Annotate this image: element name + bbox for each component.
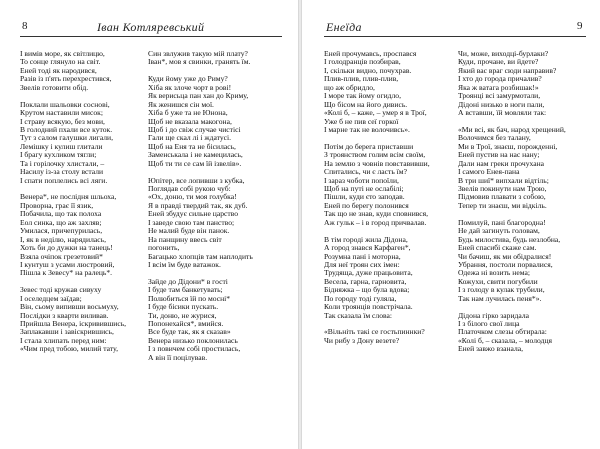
verse-line: Щоб ти ти се сам їй ізвелів».: [148, 158, 242, 168]
verse-line: Уже б не пив сеї горкої: [324, 116, 399, 126]
verse-line: Разів із п'ять перехрестився,: [20, 74, 112, 84]
verse-line: Еней збудує сильне царство: [148, 209, 239, 219]
verse-line: І буде бісики пускать.: [148, 302, 219, 312]
verse-line: І заведе свою там панство;: [148, 217, 235, 227]
verse-line: Щоб не вказала макогона,: [148, 116, 232, 126]
verse-line: Ми в Трої, знаєш, порожденні,: [458, 141, 558, 151]
verse-line: В три шиї* випхали відтіль;: [458, 175, 549, 185]
verse-line: То сонце глянуло на світ.: [20, 57, 101, 67]
verse-line: І з повичем собі простилась,: [148, 344, 241, 354]
verse-line: І спати поплелись всі ляги.: [20, 175, 108, 185]
verse-line: Для неї троян сих імен:: [324, 259, 400, 269]
stanza: [324, 50, 456, 134]
verse-line: Еней пустив на нас нану;: [458, 150, 540, 160]
verse-line: Послідки з кварти виливав.: [20, 310, 109, 320]
verse-line: Хоть би до дужки на танець!: [20, 243, 113, 253]
right-page-number: 9: [577, 20, 583, 32]
verse-line: Побачила, що так полоха: [20, 209, 102, 219]
verse-line: На панщину ввесь світ: [148, 234, 222, 244]
verse-line: Все буде так, як я сказав»: [148, 327, 231, 337]
verse-line: І всім їм буде ватажок.: [148, 259, 221, 269]
verse-line: Пішла к Зевесу* на ралець*.: [20, 268, 113, 278]
verse-line: Крутом наставили мисок;: [20, 108, 103, 118]
left-page-header: [0, 20, 298, 38]
verse-line: Не малий буде він панок.: [148, 226, 230, 236]
verse-line: Тут з салом галушки лигали,: [20, 133, 114, 143]
verse-line: І з голоду в кулак трубили,: [458, 285, 545, 295]
verse-line: що аж обридло,: [324, 82, 375, 92]
verse-line: Убрання, постоли порвалися,: [458, 259, 553, 269]
verse-line: «Колі б, – сказала, – молодця: [458, 335, 553, 345]
verse-line: Потім до берега приставши: [324, 141, 414, 151]
stanza: [20, 286, 152, 354]
verse-line: Венера низько поклонилась: [148, 335, 238, 345]
left-header-rule: [20, 36, 282, 37]
stanza: [458, 312, 590, 354]
verse-line: А вставши, їй мовляли так:: [458, 108, 547, 118]
verse-line: Весела, гарна, гарновита,: [324, 276, 407, 286]
verse-line: І самого Енея-пана: [458, 167, 520, 177]
verse-line: І зараз чоботи попоїли,: [324, 175, 399, 185]
verse-line: Дідоні низько в ноги пали,: [458, 99, 545, 109]
verse-line: Як верисьца пан хан до Криму,: [148, 91, 249, 101]
verse-line: Син звлужив такую мій плату?: [148, 49, 248, 58]
left-page: [0, 0, 298, 449]
verse-line: Щоб і до свіж случае чистісі: [148, 124, 241, 134]
stanza: [458, 219, 590, 303]
verse-line: Кожухи, свити погубили: [458, 276, 538, 286]
stanza: [20, 101, 152, 185]
verse-line: Куди, прочане, ви йдете?: [458, 57, 539, 67]
verse-line: «Вільніть такі се гостьпиннки?: [324, 327, 425, 337]
verse-line: Зайде до Дідони* в гості: [148, 276, 228, 286]
verse-line: Звелів готовити обід.: [20, 82, 89, 92]
verse-line: І кунтуш з усами люстровий,: [20, 259, 115, 269]
verse-line: Не дай загинуть головам,: [458, 226, 540, 236]
verse-line: Так нам лучилась пеня*».: [458, 293, 542, 303]
verse-line: Який вас враг сюди направив?: [458, 65, 557, 75]
verse-line: Полюбиться їй по мосні*: [148, 293, 231, 303]
stanza: [458, 126, 590, 210]
verse-line: І страву всякую, без мови,: [20, 116, 105, 126]
verse-line: Ти, доню, не журися,: [148, 310, 217, 320]
verse-line: Заменськала і не камецилась,: [148, 150, 243, 160]
verse-line: І з білого свої лица: [458, 319, 520, 328]
stanza: [458, 50, 590, 118]
verse-line: Чи, може, виходці-бурлаки?: [458, 49, 549, 58]
verse-line: І, як в неділю, нарядилась,: [20, 234, 107, 244]
verse-line: «Ох, доню, ти моя голубка!: [148, 192, 237, 202]
verse-line: Коли троянців повстрічала.: [324, 302, 413, 312]
verse-line: Дали нам греки прочухана: [458, 158, 545, 168]
verse-line: Іван*, мов я свинки, гранять їм.: [148, 57, 251, 67]
verse-line: Тепер ти знаєш, ми відкіль.: [458, 200, 547, 210]
verse-line: І стала хлипать перед ним:: [20, 335, 107, 345]
left-running-title: Іван Котляревський: [97, 20, 205, 34]
verse-line: Еол синка, що аж захляв;: [20, 217, 102, 227]
verse-line: А він її поцілував.: [148, 352, 208, 362]
verse-line: Трудяща, дуже працьовита,: [324, 268, 413, 278]
verse-line: І оселедцем заїдав;: [20, 293, 82, 303]
verse-line: І, скільки видно, почухрав.: [324, 65, 412, 75]
verse-line: Багацько хлопців там наплодить: [148, 251, 253, 261]
verse-line: Та і горілочку хлистали, –: [20, 158, 105, 168]
verse-line: Лемішку і кулиш глитали: [20, 141, 103, 151]
verse-line: І марне так не волочивсь».: [324, 124, 410, 134]
verse-line: «Чим пред тобою, милий тату,: [20, 344, 118, 354]
verse-line: Помилуй, пані благородна!: [458, 217, 546, 227]
verse-line: В тім городі жила Дідона,: [324, 234, 408, 244]
verse-line: Він, сьому випивши восьмуху,: [20, 302, 119, 312]
right-page: [302, 0, 600, 449]
verse-line: Еней тоді як народився,: [20, 65, 97, 75]
verse-line: Насилу із-за столу встали: [20, 167, 104, 177]
verse-line: Так сказала їм слова:: [324, 310, 392, 320]
verse-line: Еней завжо взанала,: [458, 344, 524, 354]
stanza: [20, 50, 152, 92]
verse-line: Що бісом на його дивись.: [324, 99, 408, 109]
right-column-2: [458, 50, 590, 362]
verse-line: Проворна, грає її язик,: [20, 200, 94, 210]
right-header-rule: [324, 36, 586, 37]
verse-line: Волочимся без талану,: [458, 133, 531, 143]
verse-line: Звелів покинути нам Трою,: [458, 184, 547, 193]
verse-line: Щоб на путі не ослабілі;: [324, 184, 404, 193]
right-running-title: Енеїда: [326, 20, 362, 34]
stanza: [148, 278, 280, 362]
verse-line: Троянці всі замурмотали,: [458, 91, 541, 101]
verse-line: Щоб на Еня та не бісилась,: [148, 141, 236, 151]
left-page-number: 8: [22, 20, 28, 32]
verse-line: Аж гульк – і в город причвалав.: [324, 217, 427, 227]
verse-line: Куди йому уже до Риму?: [148, 74, 228, 84]
stanza: [324, 328, 456, 345]
verse-line: На землю з човнів повставивши,: [324, 158, 430, 168]
verse-line: Поглядав собі рукою чуб:: [148, 184, 231, 193]
verse-line: «Ми всі, як бач, народ хрещений,: [458, 124, 566, 134]
verse-line: Я в правді твердий так, як дуб.: [148, 200, 248, 210]
stanza: [148, 75, 280, 168]
verse-line: Хіба б уже та не Юнона,: [148, 108, 228, 118]
verse-line: Спитались, чи є ласть їм?: [324, 167, 407, 177]
verse-line: І брагу кухликом тягли;: [20, 150, 97, 160]
left-column-1: [20, 50, 152, 362]
verse-line: Чи бачиш, як ми обідралися!: [458, 251, 552, 261]
verse-line: Хіба як злоче чорт в рові!: [148, 82, 232, 92]
verse-line: І вимів море, як світлицю,: [20, 49, 105, 58]
verse-line: Еней прочумавсь, проспався: [324, 49, 417, 58]
verse-line: По городу тоді гуляла,: [324, 293, 397, 303]
verse-line: Плив-плив, плив-плив,: [324, 74, 399, 84]
verse-line: І голодранців позбирав,: [324, 57, 401, 67]
right-page-header: [302, 20, 600, 38]
verse-line: Яка ж ватага розбишак!»: [458, 82, 539, 92]
left-column-2: [148, 50, 280, 371]
verse-line: Розумна пані і моторна,: [324, 251, 401, 261]
verse-line: І хто до города причалив?: [458, 74, 542, 84]
verse-line: Венера*, не послідня шльоха,: [20, 192, 117, 202]
verse-line: Бідняжка – що була вдова;: [324, 285, 410, 295]
verse-line: Платочком слезы обтирала:: [458, 327, 547, 337]
stanza: [148, 177, 280, 270]
verse-line: В голодний пхали все куток.: [20, 124, 113, 134]
verse-line: «Колі б, – каже, – умер я в Трої,: [324, 108, 427, 118]
verse-line: І море так йому огидло,: [324, 91, 402, 101]
verse-line: Зевес тоді кружав сивуху: [20, 285, 102, 295]
verse-line: Взяла очіпок грезетовий*: [20, 251, 103, 261]
verse-line: Еней спасибі скаже сам.: [458, 243, 537, 253]
verse-line: Заплакавши і завіскрившись,: [20, 327, 114, 337]
verse-line: Гали ще скал лі і ждатусі.: [148, 133, 232, 143]
verse-line: Прийшла Венера, іскривившись,: [20, 319, 127, 328]
verse-line: Одежа ні возить нема;: [458, 268, 530, 278]
verse-line: Юпітер, все лопивши з кубка,: [148, 175, 245, 185]
verse-line: Пішли, куди єто заподав.: [324, 192, 405, 202]
verse-line: А город знався Карфаген*,: [324, 243, 411, 253]
stanza: [148, 50, 280, 67]
stanza: [324, 236, 456, 320]
verse-line: Еней по берегу полонився: [324, 200, 409, 210]
verse-line: З троянством голим всім своїм,: [324, 150, 426, 160]
verse-line: Поклали шальовки соснові,: [20, 99, 110, 109]
verse-line: погонить,: [148, 243, 180, 253]
verse-line: Як женишся сін мої.: [148, 99, 214, 109]
verse-line: Будь милостива, будь незлобна,: [458, 234, 561, 244]
verse-line: І буде там банкетувать;: [148, 285, 223, 295]
stanza: [20, 193, 152, 277]
right-column-1: [324, 50, 456, 354]
verse-line: Дідона гірко заридала: [458, 310, 529, 320]
verse-line: Так що не знав, куди сповнився,: [324, 209, 429, 219]
verse-line: Умилася, причепурилась,: [20, 226, 103, 236]
verse-line: Підмовив плавати з собою,: [458, 192, 546, 202]
stanza: [324, 143, 456, 227]
verse-line: Попонехайся*, вмийся.: [148, 319, 224, 328]
verse-line: Чи рибу з Дону везете?: [324, 335, 400, 345]
